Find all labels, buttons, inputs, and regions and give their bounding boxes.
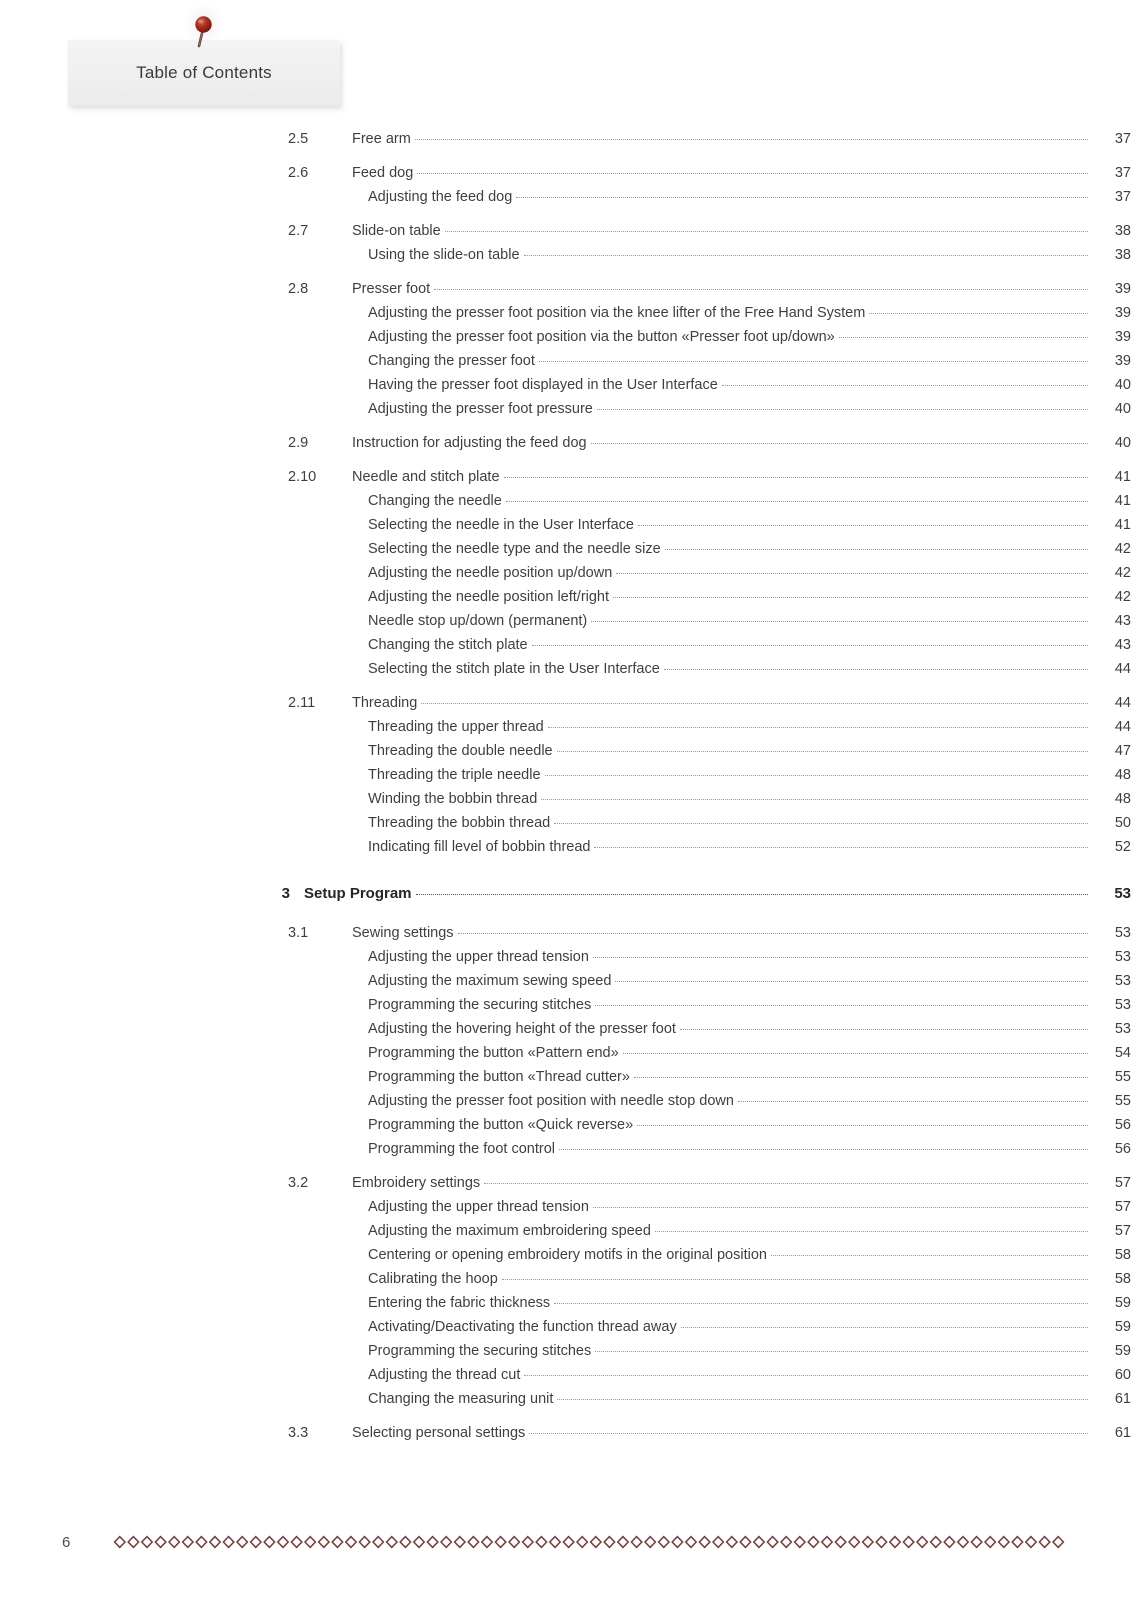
toc-section-group — [0, 223, 1131, 271]
toc-entry-sub[interactable] — [0, 1391, 1131, 1415]
toc-entry-leader — [771, 1255, 1088, 1256]
toc-entry-leader — [524, 1375, 1088, 1376]
toc-entry-number: 3.3 — [288, 1425, 309, 1441]
toc-entry-leader — [593, 1207, 1088, 1208]
toc-entry-chapter[interactable] — [0, 885, 1131, 911]
toc-entry-leader — [637, 1125, 1088, 1126]
toc-entry-leader — [595, 1351, 1088, 1352]
toc-entry-page: 50 — [1114, 815, 1131, 831]
toc-entry-leader — [557, 751, 1088, 752]
toc-entry-leader — [458, 933, 1088, 934]
toc-entry-number: 3.1 — [288, 925, 309, 941]
toc-entry-sub[interactable] — [0, 1319, 1131, 1343]
toc-entry-title: Threading the double needle — [368, 743, 553, 759]
toc-entry-number: 2.9 — [288, 435, 309, 451]
toc-entry-page: 37 — [1114, 189, 1131, 205]
toc-entry-leader — [548, 727, 1088, 728]
toc-entry-page: 61 — [1114, 1391, 1131, 1407]
table-of-contents-tab-label: Table of Contents — [136, 63, 272, 82]
toc-entry-title: Indicating fill level of bobbin thread — [368, 839, 591, 855]
toc-entry-page: 58 — [1114, 1247, 1131, 1263]
toc-entry-leader — [665, 549, 1088, 550]
toc-entry-leader — [623, 1053, 1088, 1054]
toc-entry-page: 47 — [1114, 743, 1131, 759]
toc-section-group — [0, 435, 1131, 459]
toc-entry-page: 44 — [1114, 695, 1131, 711]
toc-entry-page: 39 — [1114, 353, 1131, 369]
toc-entry-leader — [484, 1183, 1088, 1184]
toc-entry-leader — [557, 1399, 1088, 1400]
toc-entry-leader — [615, 981, 1088, 982]
toc-entry-title: Entering the fabric thickness — [368, 1295, 551, 1311]
toc-entry-sub[interactable] — [0, 589, 1131, 613]
toc-entry-leader — [638, 525, 1088, 526]
toc-entry-page: 41 — [1114, 493, 1131, 509]
toc-entry-leader — [554, 823, 1088, 824]
toc-entry-leader — [541, 799, 1088, 800]
toc-entry-page: 39 — [1114, 329, 1131, 345]
toc-entry-page: 42 — [1114, 565, 1131, 581]
toc-entry-title: Threading the upper thread — [368, 719, 544, 735]
toc-entry-sub[interactable] — [0, 637, 1131, 661]
toc-entry-leader — [524, 255, 1088, 256]
toc-entry-page: 52 — [1114, 839, 1131, 855]
toc-entry-number: 2.5 — [288, 131, 309, 147]
toc-entry-sub[interactable] — [0, 305, 1131, 329]
toc-entry-title: Having the presser foot displayed in the User Interface — [368, 377, 718, 393]
toc-entry-title: Adjusting the presser foot position with needle stop down — [368, 1093, 734, 1109]
toc-entry-sub[interactable] — [0, 767, 1131, 791]
toc-entry-page: 44 — [1114, 661, 1131, 677]
toc-entry-leader — [722, 385, 1088, 386]
toc-entry-leader — [738, 1101, 1088, 1102]
toc-entry-title: Adjusting the upper thread tension — [368, 949, 589, 965]
toc-entry-page: 57 — [1114, 1199, 1131, 1215]
toc-entry-title: Selecting the needle type and the needle size — [368, 541, 661, 557]
toc-entry-leader — [616, 573, 1088, 574]
toc-entry-sub[interactable] — [0, 719, 1131, 743]
toc-entry-title: Programming the securing stitches — [368, 997, 592, 1013]
toc-entry-page: 40 — [1114, 401, 1131, 417]
toc-entry-page: 56 — [1114, 1141, 1131, 1157]
toc-entry-title: Slide-on table — [352, 223, 441, 239]
toc-entry-title: Adjusting the maximum sewing speed — [368, 973, 612, 989]
toc-entry-title: Adjusting the maximum embroidering speed — [368, 1223, 651, 1239]
table-of-contents-tab — [68, 40, 340, 106]
toc-entry-leader — [613, 597, 1088, 598]
toc-entry-page: 60 — [1114, 1367, 1131, 1383]
toc-entry-page: 40 — [1114, 435, 1131, 451]
toc-entry-title: Selecting the needle in the User Interface — [368, 517, 634, 533]
toc-entry-page: 55 — [1114, 1093, 1131, 1109]
toc-entry-sub[interactable] — [0, 1367, 1131, 1391]
toc-entry-page: 37 — [1114, 165, 1131, 181]
toc-entry-section[interactable] — [0, 1175, 1131, 1199]
toc-entry-page: 42 — [1114, 589, 1131, 605]
toc-entry-page: 53 — [1114, 949, 1131, 965]
toc-entry-leader — [504, 477, 1088, 478]
toc-entry-leader — [655, 1231, 1088, 1232]
toc-entry-leader — [415, 139, 1088, 140]
toc-section-group — [0, 695, 1131, 863]
toc-entry-page: 53 — [1114, 885, 1131, 902]
toc-entry-sub[interactable] — [0, 973, 1131, 997]
toc-entry-title: Using the slide-on table — [368, 247, 520, 263]
toc-entry-sub[interactable] — [0, 517, 1131, 541]
page-footer — [0, 1530, 1131, 1560]
toc-entry-page: 56 — [1114, 1117, 1131, 1133]
toc-entry-section[interactable] — [0, 435, 1131, 459]
toc-entry-title: Programming the button «Pattern end» — [368, 1045, 619, 1061]
toc-entry-sub[interactable] — [0, 353, 1131, 377]
toc-entry-title: Changing the presser foot — [368, 353, 535, 369]
toc-section-group — [0, 1425, 1131, 1449]
toc-entry-title: Programming the securing stitches — [368, 1343, 592, 1359]
toc-entry-leader — [559, 1149, 1088, 1150]
toc-entry-title: Calibrating the hoop — [368, 1271, 498, 1287]
toc-entry-page: 59 — [1114, 1343, 1131, 1359]
toc-entry-page: 53 — [1114, 973, 1131, 989]
toc-entry-sub[interactable] — [0, 1045, 1131, 1069]
toc-entry-sub[interactable] — [0, 401, 1131, 425]
toc-entry-sub[interactable] — [0, 189, 1131, 213]
toc-entry-section[interactable] — [0, 131, 1131, 155]
toc-entry-sub[interactable] — [0, 743, 1131, 767]
toc-entry-leader — [532, 645, 1088, 646]
toc-entry-leader — [506, 501, 1088, 502]
toc-entry-leader — [869, 313, 1088, 314]
toc-entry-leader — [554, 1303, 1088, 1304]
toc-entry-leader — [594, 847, 1088, 848]
toc-entry-sub[interactable] — [0, 815, 1131, 839]
toc-entry-sub[interactable] — [0, 1295, 1131, 1319]
toc-entry-sub[interactable] — [0, 1069, 1131, 1093]
toc-entry-page: 57 — [1114, 1223, 1131, 1239]
toc-entry-sub[interactable] — [0, 565, 1131, 589]
toc-entry-sub[interactable] — [0, 1271, 1131, 1295]
toc-entry-number: 2.11 — [288, 695, 316, 711]
toc-entry-title: Sewing settings — [352, 925, 454, 941]
toc-entry-section[interactable] — [0, 925, 1131, 949]
toc-entry-section[interactable] — [0, 1425, 1131, 1449]
diamond-chain-ornament-icon — [113, 1535, 1065, 1549]
toc-entry-leader — [434, 289, 1088, 290]
toc-entry-sub[interactable] — [0, 329, 1131, 353]
toc-entry-section[interactable] — [0, 165, 1131, 189]
toc-entry-page: 58 — [1114, 1271, 1131, 1287]
toc-entry-title: Adjusting the presser foot position via the knee lifter of the Free Hand System — [368, 305, 866, 321]
toc-section-group — [0, 165, 1131, 213]
toc-section-group — [0, 1175, 1131, 1415]
toc-entry-title: Winding the bobbin thread — [368, 791, 538, 807]
table-of-contents-list — [0, 131, 1131, 1449]
toc-entry-leader — [664, 669, 1088, 670]
toc-entry-title: Embroidery settings — [352, 1175, 481, 1191]
toc-entry-leader — [502, 1279, 1088, 1280]
toc-entry-section[interactable] — [0, 469, 1131, 493]
toc-entry-sub[interactable] — [0, 661, 1131, 685]
toc-entry-title: Programming the button «Quick reverse» — [368, 1117, 634, 1133]
toc-entry-title: Programming the foot control — [368, 1141, 555, 1157]
toc-entry-title: Adjusting the presser foot pressure — [368, 401, 593, 417]
toc-entry-title: Presser foot — [352, 281, 431, 297]
toc-entry-page: 41 — [1114, 469, 1131, 485]
toc-entry-sub[interactable] — [0, 493, 1131, 517]
toc-entry-title: Threading the bobbin thread — [368, 815, 551, 831]
toc-entry-title: Changing the needle — [368, 493, 502, 509]
toc-section-group — [0, 469, 1131, 685]
toc-entry-leader — [516, 197, 1088, 198]
toc-entry-leader — [681, 1327, 1088, 1328]
toc-entry-page: 59 — [1114, 1295, 1131, 1311]
toc-entry-title: Changing the measuring unit — [368, 1391, 554, 1407]
footer-page-number: 6 — [62, 1534, 71, 1551]
toc-entry-title: Adjusting the hovering height of the presser foot — [368, 1021, 676, 1037]
toc-entry-leader — [839, 337, 1088, 338]
toc-entry-section[interactable] — [0, 223, 1131, 247]
toc-entry-title: Programming the button «Thread cutter» — [368, 1069, 630, 1085]
toc-entry-title: Adjusting the upper thread tension — [368, 1199, 589, 1215]
toc-entry-section[interactable] — [0, 695, 1131, 719]
toc-entry-page: 59 — [1114, 1319, 1131, 1335]
toc-entry-page: 43 — [1114, 637, 1131, 653]
toc-section-group — [0, 925, 1131, 1165]
toc-entry-leader — [421, 703, 1088, 704]
toc-entry-title: Selecting personal settings — [352, 1425, 526, 1441]
toc-entry-leader — [597, 409, 1088, 410]
toc-entry-leader — [445, 231, 1088, 232]
toc-entry-sub[interactable] — [0, 377, 1131, 401]
toc-entry-page: 48 — [1114, 767, 1131, 783]
toc-entry-title: Needle and stitch plate — [352, 469, 500, 485]
toc-entry-sub[interactable] — [0, 1223, 1131, 1247]
toc-entry-title: Free arm — [352, 131, 411, 147]
toc-entry-sub[interactable] — [0, 1141, 1131, 1165]
toc-entry-leader — [529, 1433, 1088, 1434]
toc-entry-title: Threading the triple needle — [368, 767, 541, 783]
toc-entry-sub[interactable] — [0, 1199, 1131, 1223]
toc-entry-leader — [680, 1029, 1088, 1030]
toc-entry-leader — [591, 443, 1088, 444]
toc-entry-title: Adjusting the feed dog — [368, 189, 513, 205]
toc-entry-leader — [417, 173, 1088, 174]
toc-entry-leader — [591, 621, 1088, 622]
toc-entry-page: 57 — [1114, 1175, 1131, 1191]
toc-entry-number: 3.2 — [288, 1175, 309, 1191]
toc-entry-title: Changing the stitch plate — [368, 637, 528, 653]
toc-entry-sub[interactable] — [0, 1343, 1131, 1367]
toc-entry-page: 48 — [1114, 791, 1131, 807]
toc-entry-leader — [416, 894, 1088, 895]
toc-entry-page: 53 — [1114, 925, 1131, 941]
toc-entry-number: 2.8 — [288, 281, 309, 297]
toc-entry-title: Setup Program — [304, 885, 412, 902]
toc-entry-page: 41 — [1114, 517, 1131, 533]
toc-entry-number: 3 — [281, 885, 290, 902]
toc-entry-title: Needle stop up/down (permanent) — [368, 613, 588, 629]
toc-entry-page: 39 — [1114, 281, 1131, 297]
toc-entry-sub[interactable] — [0, 949, 1131, 973]
toc-entry-sub[interactable] — [0, 541, 1131, 565]
toc-entry-sub[interactable] — [0, 247, 1131, 271]
toc-entry-title: Instruction for adjusting the feed dog — [352, 435, 587, 451]
toc-entry-title: Centering or opening embroidery motifs in the original position — [368, 1247, 767, 1263]
toc-entry-leader — [593, 957, 1088, 958]
toc-entry-leader — [595, 1005, 1088, 1006]
toc-entry-sub[interactable] — [0, 1247, 1131, 1271]
toc-entry-page: 37 — [1114, 131, 1131, 147]
toc-entry-sub[interactable] — [0, 1117, 1131, 1141]
toc-chapter-group — [0, 885, 1131, 911]
toc-entry-sub[interactable] — [0, 997, 1131, 1021]
toc-entry-title: Adjusting the needle position up/down — [368, 565, 613, 581]
toc-entry-title: Selecting the stitch plate in the User Interface — [368, 661, 660, 677]
toc-entry-page: 43 — [1114, 613, 1131, 629]
toc-entry-leader — [545, 775, 1088, 776]
toc-entry-number: 2.6 — [288, 165, 309, 181]
toc-entry-title: Adjusting the needle position left/right — [368, 589, 610, 605]
toc-entry-page: 61 — [1114, 1425, 1131, 1441]
toc-entry-number: 2.10 — [288, 469, 317, 485]
toc-entry-sub[interactable] — [0, 1021, 1131, 1045]
toc-entry-page: 55 — [1114, 1069, 1131, 1085]
toc-entry-page: 39 — [1114, 305, 1131, 321]
toc-section-group — [0, 281, 1131, 425]
toc-entry-title: Feed dog — [352, 165, 414, 181]
toc-entry-page: 44 — [1114, 719, 1131, 735]
toc-entry-page: 42 — [1114, 541, 1131, 557]
toc-entry-section[interactable] — [0, 281, 1131, 305]
toc-entry-title: Activating/Deactivating the function thread away — [368, 1319, 677, 1335]
toc-entry-sub[interactable] — [0, 1093, 1131, 1117]
toc-section-group — [0, 131, 1131, 155]
toc-entry-page: 38 — [1114, 247, 1131, 263]
toc-entry-sub[interactable] — [0, 613, 1131, 637]
toc-entry-sub[interactable] — [0, 791, 1131, 815]
toc-entry-page: 38 — [1114, 223, 1131, 239]
toc-entry-page: 54 — [1114, 1045, 1131, 1061]
toc-entry-page: 53 — [1114, 1021, 1131, 1037]
toc-entry-title: Adjusting the thread cut — [368, 1367, 521, 1383]
toc-entry-number: 2.7 — [288, 223, 309, 239]
toc-entry-leader — [634, 1077, 1088, 1078]
toc-entry-page: 53 — [1114, 997, 1131, 1013]
toc-entry-page: 40 — [1114, 377, 1131, 393]
toc-entry-leader — [539, 361, 1088, 362]
toc-entry-title: Threading — [352, 695, 418, 711]
toc-entry-title: Adjusting the presser foot position via the button «Presser foot up/down» — [368, 329, 835, 345]
toc-entry-sub[interactable] — [0, 839, 1131, 863]
